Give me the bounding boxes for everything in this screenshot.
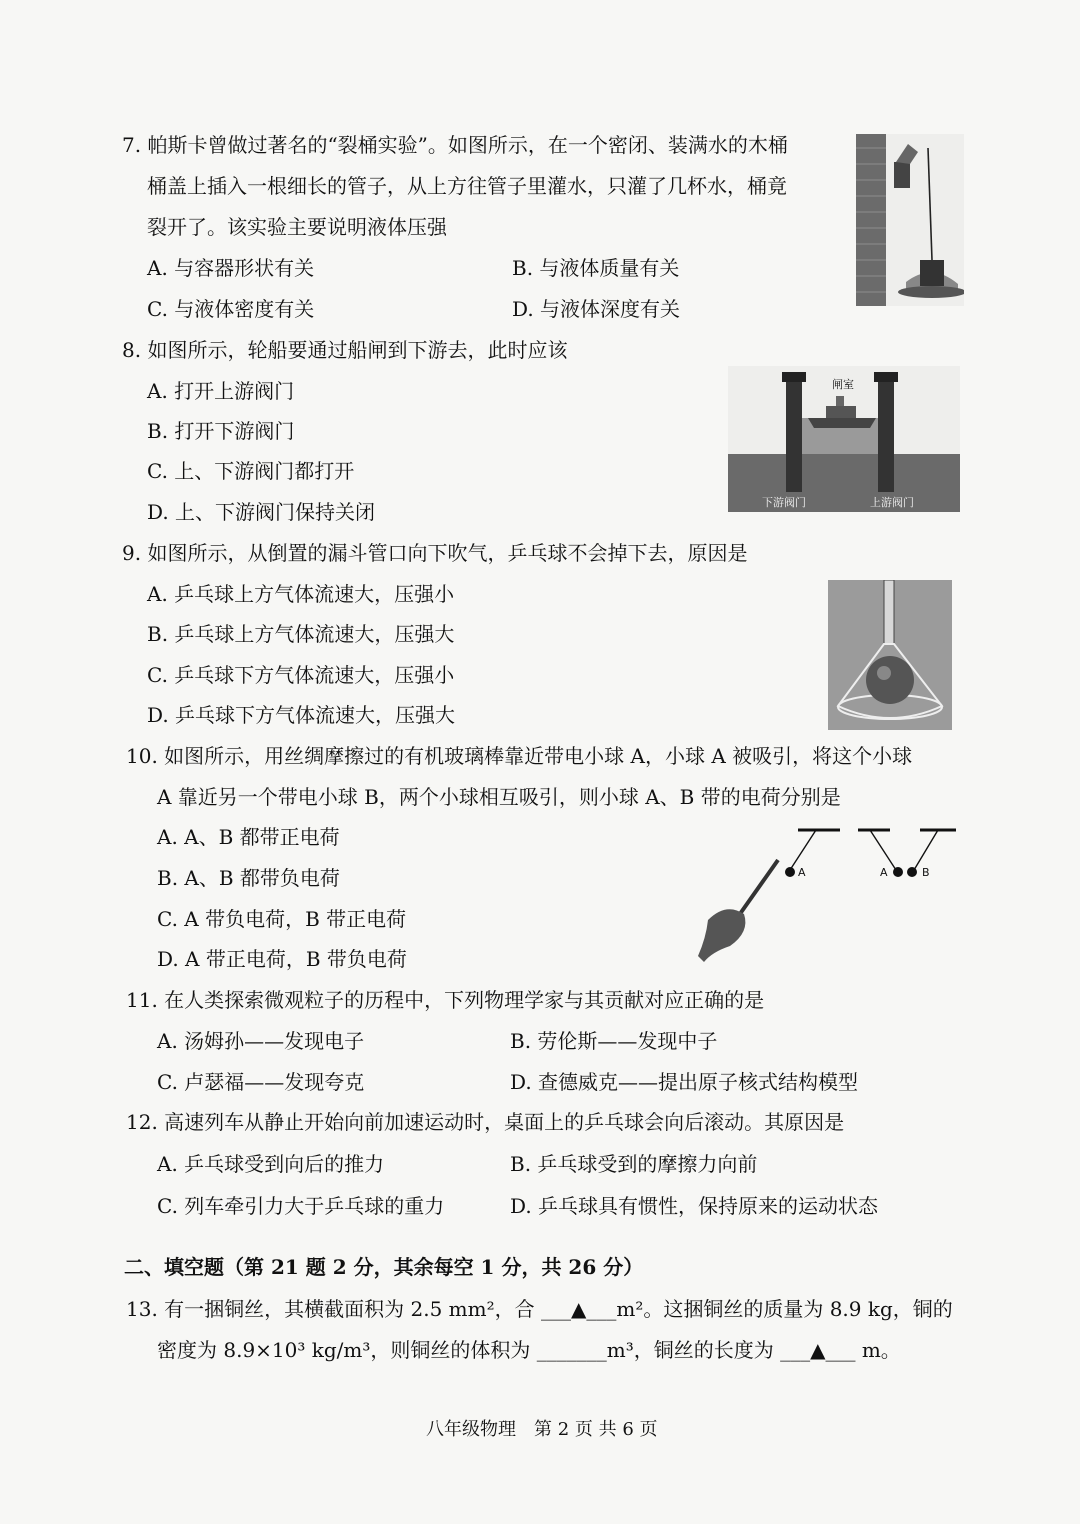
q12-option-d: D. 乒乓球具有惯性，保持原来的运动状态: [510, 1194, 879, 1218]
q8-option-c: C. 上、下游阀门都打开: [147, 459, 355, 483]
q12-stem: 12. 高速列车从静止开始向前加速运动时，桌面上的乒乓球会向后滚动。其原因是: [126, 1110, 845, 1134]
ship-lock-figure: [728, 366, 960, 512]
page-footer: 八年级物理 第 2 页 共 6 页: [426, 1419, 658, 1440]
q7-option-d: D. 与液体深度有关: [512, 297, 681, 321]
q7-stem-line2: 桶盖上插入一根细长的管子，从上方往管子里灌水，只灌了几杯水，桶竟: [147, 174, 787, 198]
q7-option-a: A. 与容器形状有关: [147, 256, 315, 280]
q12-option-b: B. 乒乓球受到的摩擦力向前: [510, 1152, 758, 1176]
upstream-valve-label: 上游阀门: [870, 496, 914, 509]
q9-option-d: D. 乒乓球下方气体流速大，压强大: [147, 703, 456, 727]
q10-option-b: B. A、B 都带负电荷: [157, 866, 340, 890]
q8-option-b: B. 打开下游阀门: [147, 419, 295, 443]
downstream-valve-label: 下游阀门: [762, 496, 806, 509]
q11-option-c: C. 卢瑟福——发现夸克: [157, 1070, 365, 1094]
q11-option-d: D. 查德威克——提出原子核式结构模型: [510, 1070, 859, 1094]
q11-option-a: A. 汤姆孙——发现电子: [157, 1029, 365, 1053]
chamber-label: 闸室: [832, 378, 854, 391]
charged-balls-figure: [690, 822, 960, 968]
barrel-experiment-figure: [856, 134, 964, 306]
q8-option-a: A. 打开上游阀门: [147, 379, 295, 403]
q10-option-d: D. A 带正电荷，B 带负电荷: [157, 947, 407, 971]
ball-a2-label: A: [880, 866, 888, 879]
q8-stem: 8. 如图所示，轮船要通过船闸到下游去，此时应该: [122, 338, 568, 362]
q10-option-a: A. A、B 都带正电荷: [157, 825, 340, 849]
ball-b-label: B: [922, 866, 930, 879]
funnel-pingpong-figure: [828, 580, 952, 730]
ball-a-label: A: [798, 866, 806, 879]
q7-stem-line3: 裂开了。该实验主要说明液体压强: [147, 215, 447, 239]
q12-option-c: C. 列车牵引力大于乒乓球的重力: [157, 1194, 445, 1218]
q9-option-a: A. 乒乓球上方气体流速大，压强小: [147, 582, 455, 606]
q13-stem-line2: 密度为 8.9×10³ kg/m³，则铜丝的体积为 _______m³，铜丝的长度为 ___▲___ m。: [157, 1338, 901, 1362]
q10-stem-line1: 10. 如图所示，用丝绸摩擦过的有机玻璃棒靠近带电小球 A，小球 A 被吸引，将这个小球: [126, 744, 913, 768]
q11-stem: 11. 在人类探索微观粒子的历程中，下列物理学家与其贡献对应正确的是: [126, 988, 765, 1012]
q10-option-c: C. A 带负电荷，B 带正电荷: [157, 907, 407, 931]
q9-option-c: C. 乒乓球下方气体流速大，压强小: [147, 663, 455, 687]
q7-stem-line1: 7. 帕斯卡曾做过著名的“裂桶实验”。如图所示，在一个密闭、装满水的木桶: [122, 133, 788, 157]
q11-option-b: B. 劳伦斯——发现中子: [510, 1029, 718, 1053]
q7-option-b: B. 与液体质量有关: [512, 256, 680, 280]
q9-stem: 9. 如图所示，从倒置的漏斗管口向下吹气，乒乓球不会掉下去，原因是: [122, 541, 748, 565]
q8-option-d: D. 上、下游阀门保持关闭: [147, 500, 376, 524]
q7-option-c: C. 与液体密度有关: [147, 297, 315, 321]
q12-option-a: A. 乒乓球受到向后的推力: [157, 1152, 385, 1176]
q9-option-b: B. 乒乓球上方气体流速大，压强大: [147, 622, 455, 646]
q13-stem-line1: 13. 有一捆铜丝，其横截面积为 2.5 mm²，合 ___▲___m²。这捆铜丝的质量为 8.9 kg，铜的: [126, 1297, 953, 1321]
q10-stem-line2: A 靠近另一个带电小球 B，两个小球相互吸引，则小球 A、B 带的电荷分别是: [157, 785, 841, 809]
section-title-fill-in: 二、填空题（第 21 题 2 分，其余每空 1 分，共 26 分）: [124, 1255, 644, 1279]
